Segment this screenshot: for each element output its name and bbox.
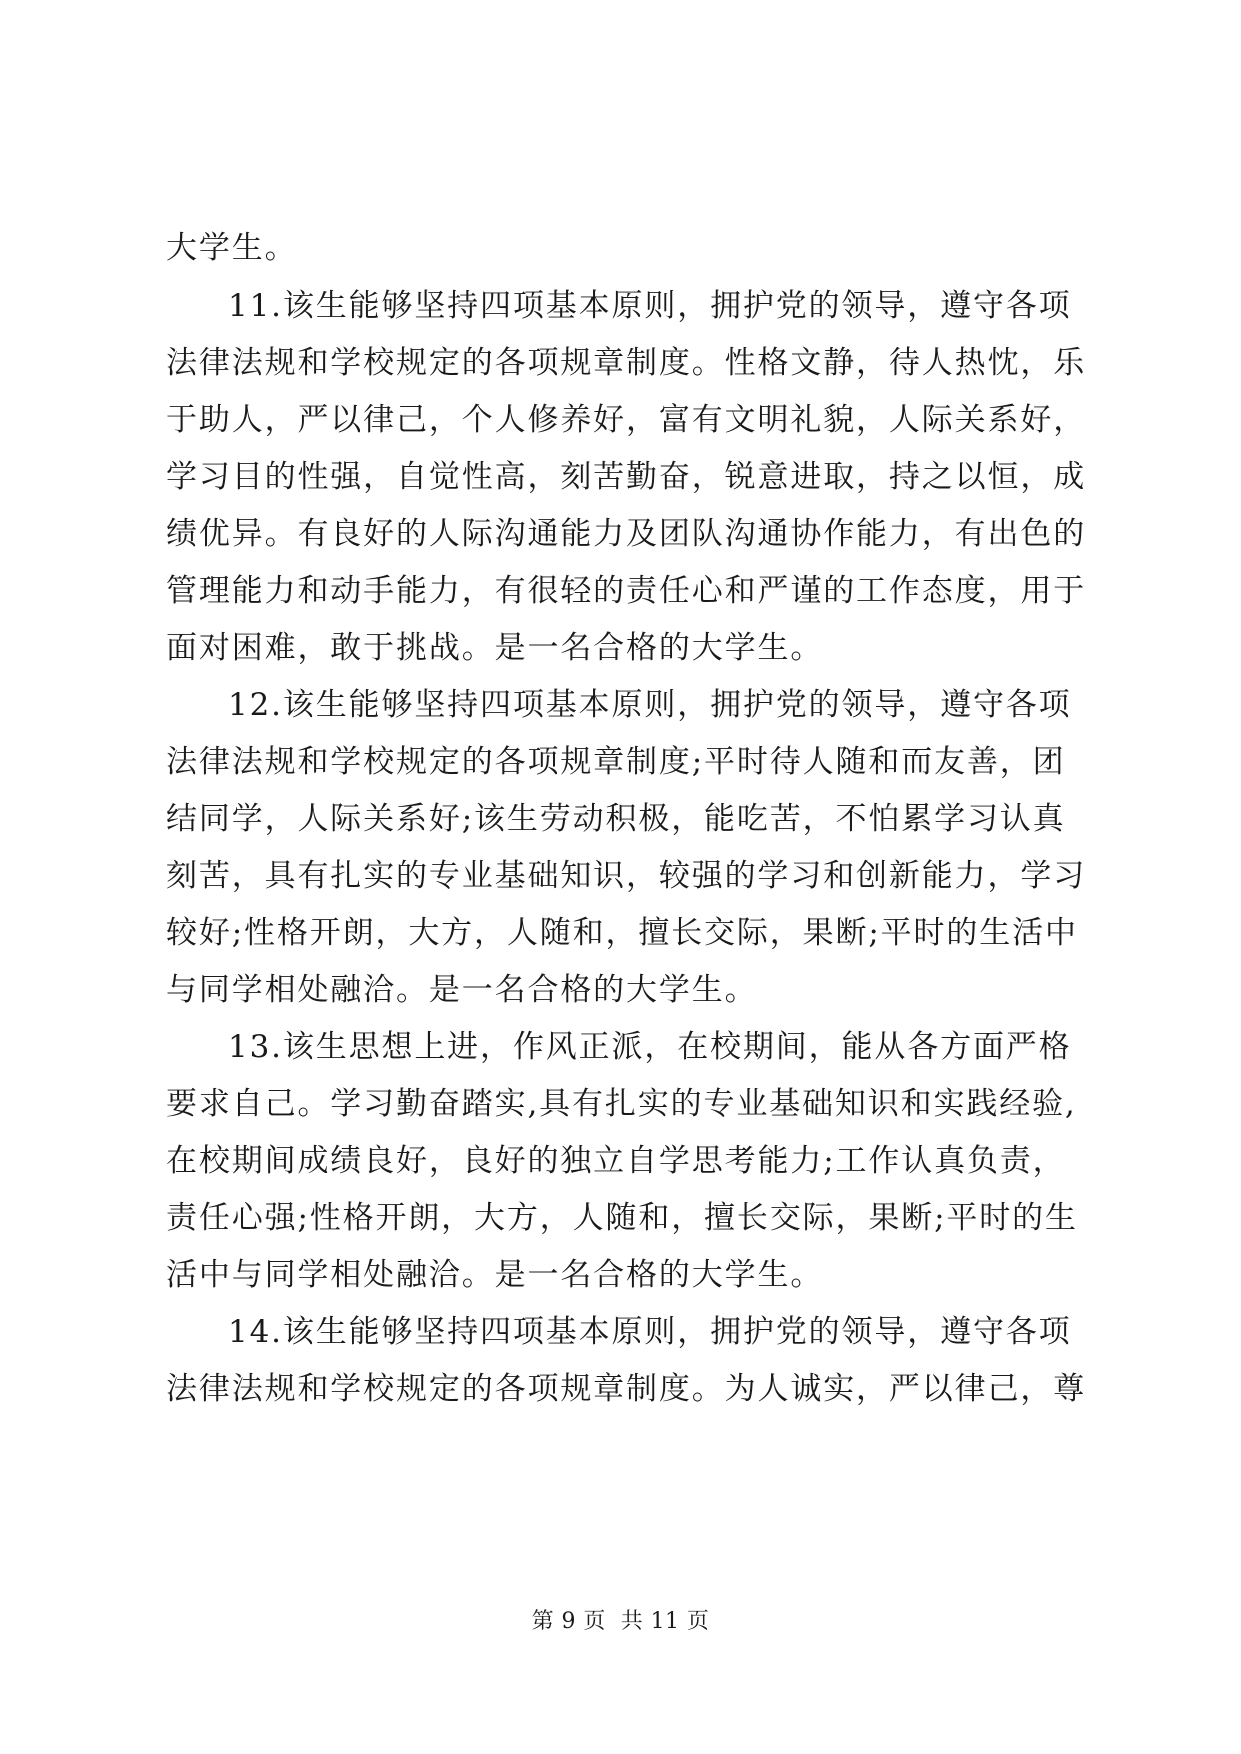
text-line: 法律法规和学校规定的各项规章制度;平时待人随和而友善，团 — [166, 744, 1066, 780]
text-line: 活中与同学相处融洽。是一名合格的大学生。 — [166, 1257, 824, 1293]
text-line: 大学生。 — [166, 230, 298, 266]
text-line: 法律法规和学校规定的各项规章制度。性格文静，待人热忱，乐 — [166, 345, 1087, 381]
text-line: 学习目的性强，自觉性高，刻苦勤奋，锐意进取，持之以恒，成 — [166, 459, 1087, 495]
text-line: 面对困难，敢于挑战。是一名合格的大学生。 — [166, 630, 824, 666]
paragraph-12-start: 12.该生能够坚持四项基本原则，拥护党的领导，遵守各项 — [228, 687, 1072, 723]
text-line: 在校期间成绩良好，良好的独立自学思考能力;工作认真负责， — [166, 1143, 1066, 1179]
text-line: 较好;性格开朗，大方，人随和，擅长交际，果断;平时的生活中 — [166, 915, 1078, 951]
text-line: 法律法规和学校规定的各项规章制度。为人诚实，严以律己，尊 — [166, 1371, 1087, 1407]
text-line: 管理能力和动手能力，有很轻的责任心和严谨的工作态度，用于 — [166, 573, 1087, 609]
paragraph-13-start: 13.该生思想上进，作风正派，在校期间，能从各方面严格 — [228, 1029, 1072, 1065]
text-line: 与同学相处融洽。是一名合格的大学生。 — [166, 972, 758, 1008]
page-number: 第 9 页 共 11 页 — [531, 1609, 710, 1634]
text-line: 刻苦，具有扎实的专业基础知识，较强的学习和创新能力，学习 — [166, 858, 1087, 894]
text-line: 绩优异。有良好的人际沟通能力及团队沟通协作能力，有出色的 — [166, 516, 1087, 552]
text-line: 要求自己。学习勤奋踏实,具有扎实的专业基础知识和实践经验, — [166, 1086, 1077, 1122]
text-line: 于助人，严以律己，个人修养好，富有文明礼貌，人际关系好， — [166, 402, 1087, 438]
text-line: 结同学，人际关系好;该生劳动积极，能吃苦，不怕累学习认真 — [166, 801, 1066, 837]
paragraph-14-start: 14.该生能够坚持四项基本原则，拥护党的领导，遵守各项 — [228, 1314, 1072, 1350]
paragraph-11-start: 11.该生能够坚持四项基本原则，拥护党的领导，遵守各项 — [228, 288, 1072, 324]
text-line: 责任心强;性格开朗，大方，人随和，擅长交际，果断;平时的生 — [166, 1200, 1078, 1236]
page-footer — [0, 1608, 1241, 1636]
